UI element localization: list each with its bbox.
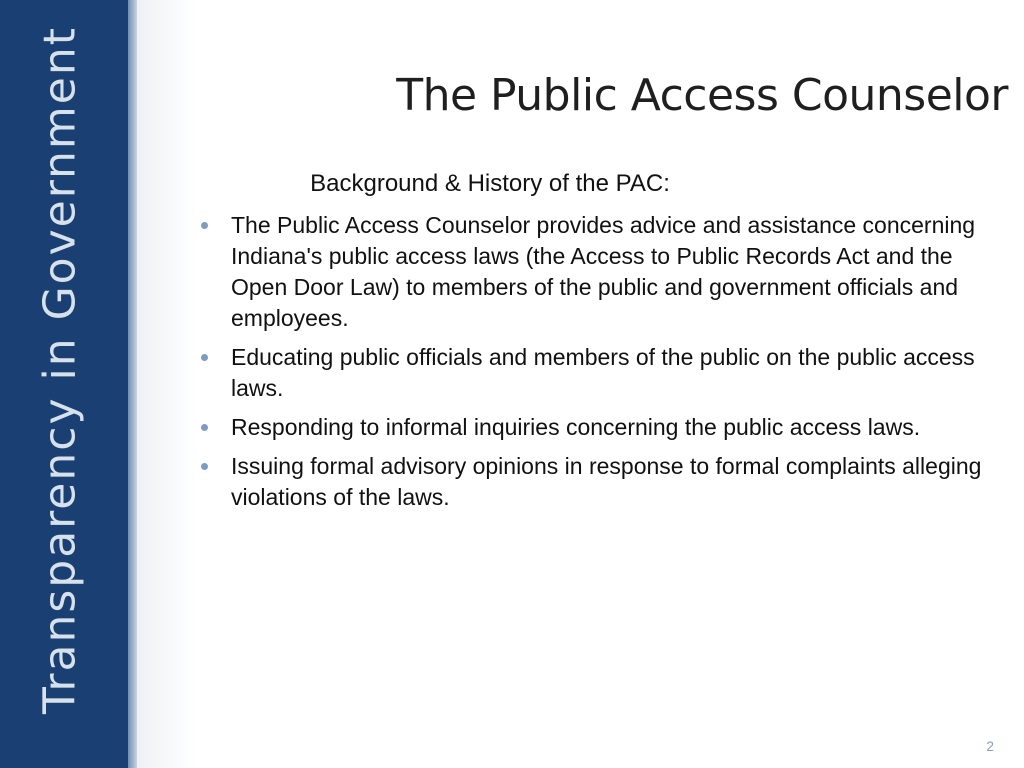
sidebar-title: Transparency in Government — [34, 26, 86, 714]
bullet-icon — [201, 354, 208, 361]
bullet-icon — [201, 463, 208, 470]
sidebar — [0, 0, 128, 768]
bullet-item — [196, 451, 1014, 513]
bullet-text: Responding to informal inquiries concerning the public access laws. — [231, 414, 921, 440]
page-number: 2 — [986, 738, 994, 754]
slide-title: The Public Access Counselor — [396, 70, 1008, 121]
bullet-item — [196, 412, 1014, 443]
bullet-text: Issuing formal advisory opinions in response to formal complaints alleging violations of the laws. — [231, 453, 982, 510]
sidebar-edge — [128, 0, 137, 768]
bullet-text: Educating public officials and members of the public on the public access laws. — [231, 344, 975, 401]
bullet-list — [196, 210, 1014, 521]
bullet-icon — [201, 222, 208, 229]
bullet-item — [196, 210, 1014, 334]
bullet-text: The Public Access Counselor provides advice and assistance concerning Indiana's public access laws (the Access to Public Records Act and the Open Door Law) to members of the public and government officials and employees. — [231, 212, 976, 331]
bullet-item — [196, 342, 1014, 404]
bullet-icon — [201, 424, 208, 431]
section-subheading: Background & History of the PAC: — [310, 170, 670, 197]
